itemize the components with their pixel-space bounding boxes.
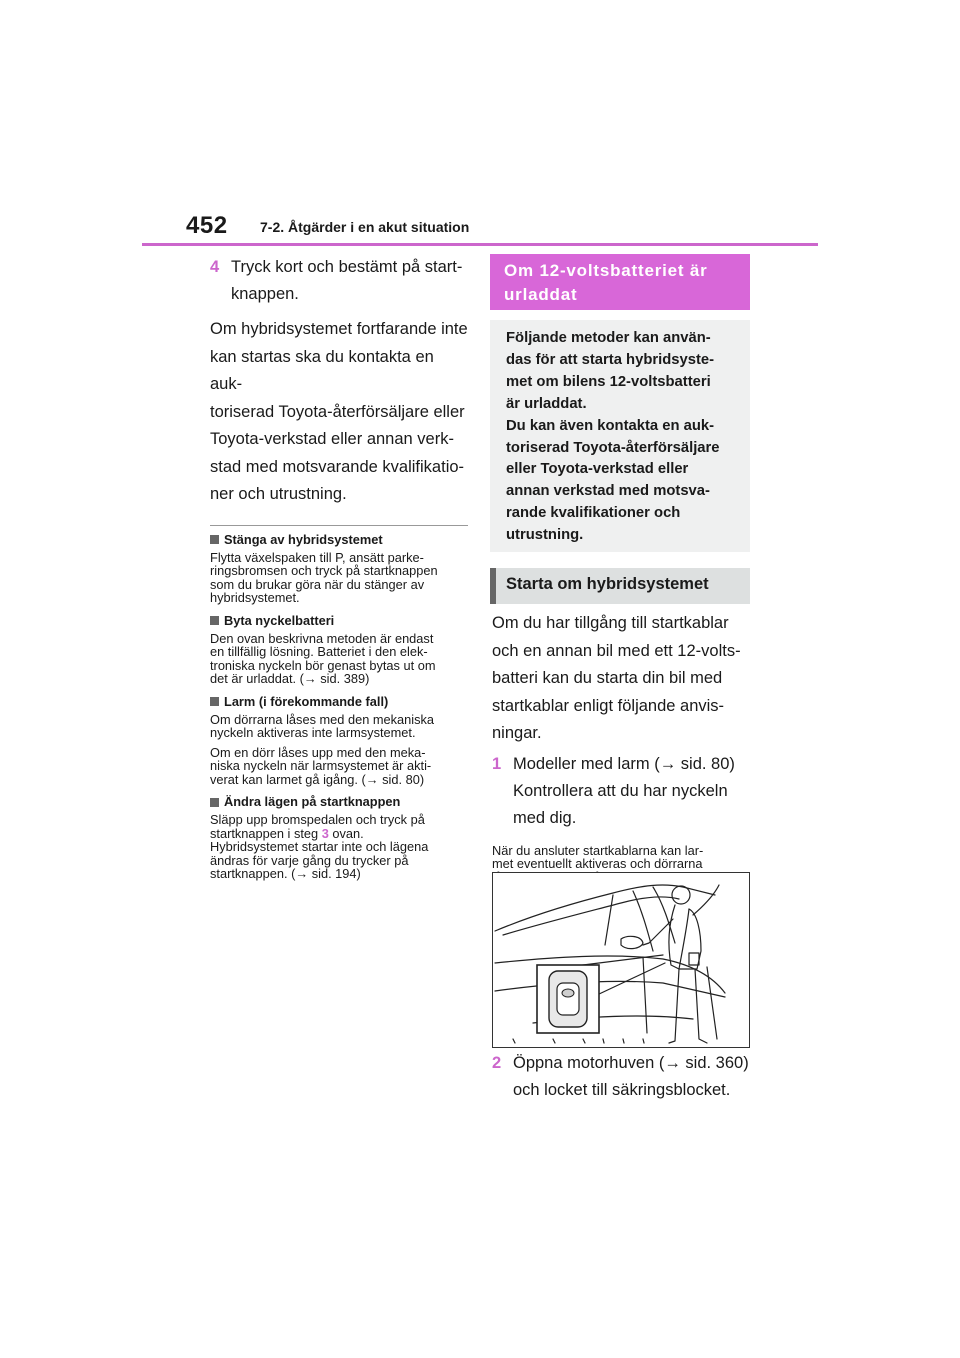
column-rule	[210, 525, 468, 526]
text-line: met eventuellt aktiveras och dörrarna	[492, 856, 703, 871]
text-line: Du kan även kontakta en auk-	[506, 417, 715, 434]
text-line: niska nyckeln när larmsystemet är akti-	[210, 758, 432, 773]
text-line: batteri kan du starta din bil med	[492, 669, 723, 687]
text-line: annan verkstad med motsva-	[506, 483, 710, 500]
step-4-line: knappen.	[231, 285, 299, 303]
text-line: Den ovan beskrivna metoden är endast	[210, 630, 434, 646]
key-illustration	[492, 872, 750, 1048]
subheading-bar	[490, 568, 496, 604]
note-body	[210, 813, 470, 881]
step-1-number: 1	[492, 754, 502, 773]
info-box-text	[506, 328, 742, 547]
note-title: Larm (i förekommande fall)	[224, 693, 389, 709]
note-title: Byta nyckelbatteri	[224, 612, 335, 628]
step-1-line: med dig.	[513, 808, 577, 827]
text-line: Flytta växelspaken till P, ansätt parke-	[210, 549, 424, 565]
square-bullet-icon	[210, 535, 219, 544]
info-box	[490, 320, 750, 552]
text-line: en tillfällig lösning. Batteriet i den elek-	[210, 644, 428, 659]
text-line: toriserad Toyota-återförsäljare	[506, 439, 720, 456]
step-1-line: Modeller med larm (→ sid. 80)	[513, 754, 735, 773]
text-line: ningar.	[492, 724, 542, 742]
text-line: ringsbromsen och tryck på startknappen	[210, 563, 438, 578]
note-alarm	[210, 694, 470, 787]
subheading-box	[490, 568, 750, 604]
text-line: kan startas ska du kontakta en auk-	[210, 347, 434, 393]
text-line: är urladdat.	[506, 395, 587, 412]
note-stop-hybrid	[210, 532, 470, 605]
text-line: Följande metoder kan använ-	[506, 330, 711, 346]
text-line: eller Toyota-verkstad eller	[506, 461, 689, 478]
text-line: troniska nyckeln bör genast bytas ut om	[210, 657, 436, 673]
step-4-line: Tryck kort och bestämt på start-	[231, 258, 463, 276]
step-3-reference: 3	[321, 825, 329, 841]
note-title: Ändra lägen på startknappen	[224, 794, 401, 809]
text-line: stad med motsvarande kvalifikatio-	[210, 457, 465, 476]
note-start-button-modes	[210, 794, 470, 881]
header-rule	[142, 243, 818, 246]
text-line: När du ansluter startkablarna kan lar-	[492, 842, 704, 858]
step-2-line: Öppna motorhuven (→ sid. 360)	[513, 1054, 749, 1072]
text-line: startknappen. (→ sid. 194)	[210, 866, 361, 881]
note-heading	[210, 532, 470, 548]
text-line: ändras för varje gång du trycker på	[210, 852, 409, 868]
battery-title	[504, 259, 740, 307]
note-body	[210, 746, 470, 787]
text-line: det är urladdat. (→ sid. 389)	[210, 671, 370, 686]
text-line: Om hybridsystemet fortfarande inte	[210, 320, 468, 338]
text-line: verat kan larmet gå igång. (→ sid. 80)	[210, 771, 425, 787]
text-line: startkablar enligt följande anvis-	[492, 696, 725, 715]
text-line: som du brukar göra när du stänger av	[210, 576, 425, 592]
text-line: utrustning.	[506, 527, 584, 544]
text-line: ner och utrustning.	[210, 485, 347, 503]
text-line: Släpp upp bromspedalen och tryck på	[210, 812, 425, 827]
text-line: Toyota-verkstad eller annan verk-	[210, 430, 454, 448]
square-bullet-icon	[210, 616, 219, 625]
text-line: och en annan bil med ett 12-volts-	[492, 641, 741, 660]
step-2-block	[492, 1050, 754, 1104]
title-line: urladdat	[504, 285, 578, 304]
text-line: das för att starta hybridsyste-	[506, 351, 715, 368]
intro-paragraph	[492, 610, 754, 748]
subheading: Starta om hybridsystemet	[506, 575, 709, 593]
note-body	[210, 551, 470, 605]
step-2-line: och locket till säkringsblocket.	[513, 1081, 731, 1099]
note-heading	[210, 794, 470, 810]
text-line: toriserad Toyota-återförsäljare eller	[210, 402, 465, 421]
text-line: Hybridsystemet startar inte och lägena	[210, 839, 429, 854]
square-bullet-icon	[210, 697, 219, 706]
text-line: Om du har tillgång till startkablar	[492, 614, 729, 632]
step-2	[492, 1050, 754, 1104]
note-body	[210, 632, 470, 686]
note-heading	[210, 613, 470, 629]
step-2-number: 2	[492, 1054, 502, 1072]
text-line: Om en dörr låses upp med den meka-	[210, 744, 426, 760]
title-line: Om 12-voltsbatteriet är	[504, 261, 708, 280]
text-line: Om dörrarna låses med den mekaniska	[210, 711, 435, 727]
note-body	[210, 713, 470, 740]
square-bullet-icon	[210, 798, 219, 807]
text-fragment: ovan.	[328, 825, 364, 841]
note-title: Stänga av hybridsystemet	[224, 531, 383, 547]
note-key-battery	[210, 613, 470, 686]
contact-paragraph	[210, 316, 470, 509]
text-line: met om bilens 12-voltsbatteri	[506, 373, 711, 390]
text-line	[210, 827, 470, 841]
step-1-line: Kontrollera att du har nyckeln	[513, 781, 728, 800]
step-1	[492, 751, 754, 832]
page-number: 452	[186, 212, 228, 239]
left-column	[210, 254, 470, 881]
right-column	[492, 610, 754, 898]
step-4-number: 4	[210, 258, 220, 276]
battery-title-box	[490, 254, 750, 310]
text-line: hybridsystemet.	[210, 590, 300, 605]
step-4	[210, 254, 470, 308]
text-line: nyckeln aktiveras inte larmsystemet.	[210, 725, 416, 740]
text-line: rande kvalifikationer och	[506, 505, 681, 522]
section-title: 7-2. Åtgärder i en akut situation	[260, 219, 470, 235]
text-fragment: startknappen i steg	[210, 825, 322, 841]
note-heading	[210, 694, 470, 710]
car-person-key-illustration	[493, 873, 749, 1047]
